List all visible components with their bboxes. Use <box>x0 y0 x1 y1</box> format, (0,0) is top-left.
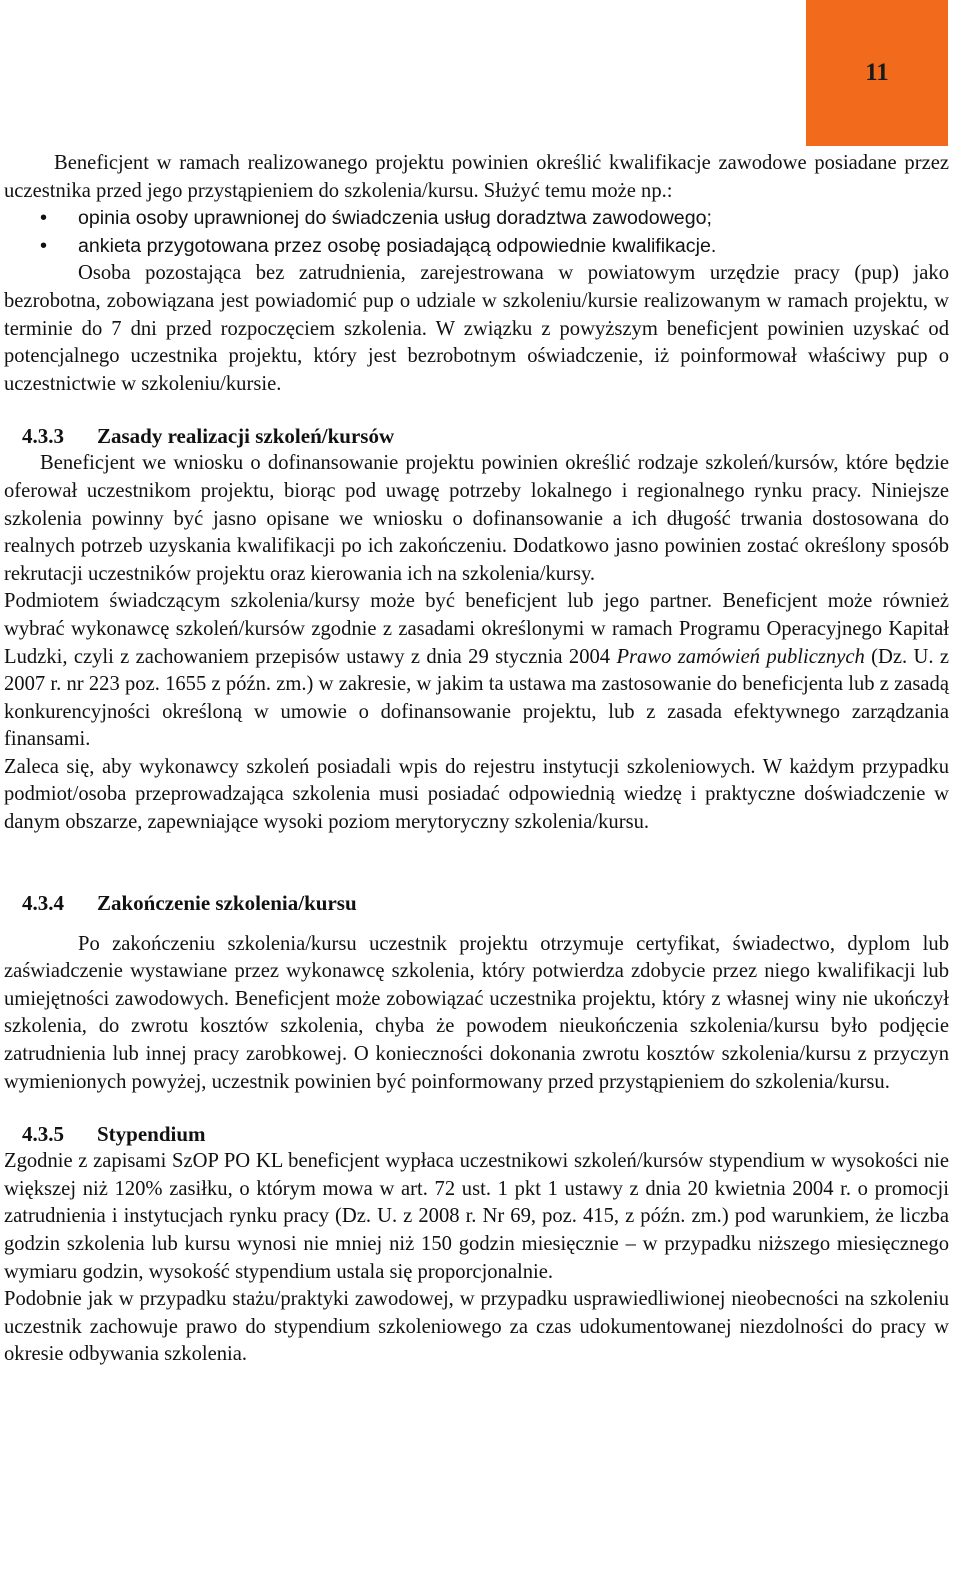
list-item <box>4 205 949 233</box>
list-item-text: opinia osoby uprawnionej do świadczenia usług doradztwa zawodowego; <box>78 207 712 230</box>
bullet-icon: • <box>40 234 48 257</box>
bullet-list <box>4 205 949 260</box>
paragraph-text: (Dz. U. z 2007 r. nr 223 poz. 1655 z późn. zm.) w zakresie, w jakim ta ustawa ma zastosowanie do beneficjenta lub z zasadą konkurencyjności określoną w umowie o dofinansowanie projektu, lub z zasada efektywnego zarządzania finansami. <box>4 645 949 751</box>
bullet-icon: • <box>40 207 48 230</box>
section-title: Zasady realizacji szkoleń/kursów <box>97 424 395 449</box>
section-heading-433 <box>4 422 949 450</box>
paragraph: Po zakończeniu szkolenia/kursu uczestnik projektu otrzymuje certyfikat, świadectwo, dyplom lub zaświadczenie wystawiane przez wykonawcę szkolenia, który potwierdza zdobycie przez niego kwalifikacji lub umiejętności zawodowych. Beneficjent może zobowiązać uczestnika projektu, który z własnej winy nie ukończył szkolenia, do zwrotu kosztów szkolenia, chyba że powodem nieukończenia szkolenia/kursu było podjęcie zatrudnienia lub innej pracy zarobkowej. O konieczności dokonania zwrotu kosztów szkolenia/kursu z przyczyn wymienionych powyżej, uczestnik powinien być poinformowany przed przystąpieniem do szkolenia/kursu. <box>4 932 949 1093</box>
section-number: 4.3.4 <box>22 890 64 915</box>
section-heading-434 <box>4 889 949 917</box>
paragraph-text: Podmiotem świadczącym szkolenia/kursy może być beneficjent lub jego partner. Beneficjent może również wybrać wykonawcę szkoleń/kursów zgodnie z zasadami określonymi w ramach Programu Operacyjnego Kapitał Ludzki, czyli z zachowaniem przepisów ustawy z dnia 29 stycznia 2004 <box>4 590 949 668</box>
section-heading-435 <box>4 1120 949 1148</box>
paragraph: Beneficjent we wniosku o dofinansowanie projektu powinien określić rodzaje szkoleń/kursów, które będzie oferował uczestnikom projektu, biorąc pod uwagę potrzeby lokalnego i regionalnego rynku pracy. Niniejsze szkolenia powinny być jasno opisane we wniosku o dofinansowanie a ich długość trwania dostosowana do realnych potrzeb uzyskania kwalifikacji po ich zakończeniu. Dodatkowo jasno powinien zostać określony sposób rekrutacji uczestników projektu oraz kierowania ich na szkolenia/kursy. <box>4 452 949 585</box>
section-number: 4.3.5 <box>22 1122 64 1147</box>
page-number: 11 <box>865 59 889 86</box>
page-number-tab <box>806 0 948 146</box>
paragraph <box>4 588 949 754</box>
paragraph: Zgodnie z zapisami SzOP PO KL beneficjent wypłaca uczestnikowi szkoleń/kursów stypendium w wysokości nie większej niż 120% zasiłku, o którym mowa w art. 72 ust. 1 pkt 1 ustawy z dnia 20 kwietnia 2004 r. o promocji zatrudnienia i instytucjach rynku pracy (Dz. U. z 2008 r. Nr 69, poz. 415, z późn. zm.) pod warunkiem, że liczba godzin szkolenia lub kursu wynosi nie mniej niż 150 godzin miesięcznie – w przypadku niższego miesięcznego wymiaru godzin, wysokość stypendium ustala się proporcjonalnie. <box>4 1150 949 1283</box>
paragraph: Zaleca się, aby wykonawcy szkoleń posiadali wpis do rejestru instytucji szkoleniowych. W każdym przypadku podmiot/osoba przeprowadzająca szkolenia musi posiadać odpowiednią wiedzę i praktyczne doświadczenie w danym obszarze, zapewniające wysoki poziom merytoryczny szkolenia/kursu. <box>4 755 949 834</box>
section-number: 4.3.3 <box>22 424 64 449</box>
unemployed-paragraph: Osoba pozostająca bez zatrudnienia, zarejestrowana w powiatowym urzędzie pracy (pup) jako bezrobotna, zobowiązana jest powiadomić pup o udziale w szkoleniu/kursie realizowanym w ramach projektu, w terminie do 7 dni przed rozpoczęciem szkolenia. W związku z powyższym beneficjent powinien uzyskać od potencjalnego uczestnika projektu, który jest bezrobotnym oświadczenie, iż poinformował właściwy pup o uczestnictwie w szkoleniu/kursie. <box>4 262 949 395</box>
section-title: Stypendium <box>97 1122 206 1147</box>
document-body <box>4 150 949 1369</box>
section-title: Zakończenie szkolenia/kursu <box>97 890 357 915</box>
list-item-text: ankieta przygotowana przez osobę posiadającą odpowiednie kwalifikacje. <box>78 234 717 257</box>
intro-paragraph: Beneficjent w ramach realizowanego projektu powinien określić kwalifikacje zawodowe posiadane przez uczestnika przed jego przystąpieniem do szkolenia/kursu. Służyć temu może np.: <box>4 152 949 202</box>
paragraph: Podobnie jak w przypadku stażu/praktyki zawodowej, w przypadku usprawiedliwionej nieobecności na szkoleniu uczestnik zachowuje prawo do stypendium szkoleniowego za czas udokumentowanej niezdolności do pracy w okresie odbywania szkolenia. <box>4 1288 949 1366</box>
list-item <box>4 233 949 261</box>
law-title: Prawo zamówień publicznych <box>616 645 865 668</box>
